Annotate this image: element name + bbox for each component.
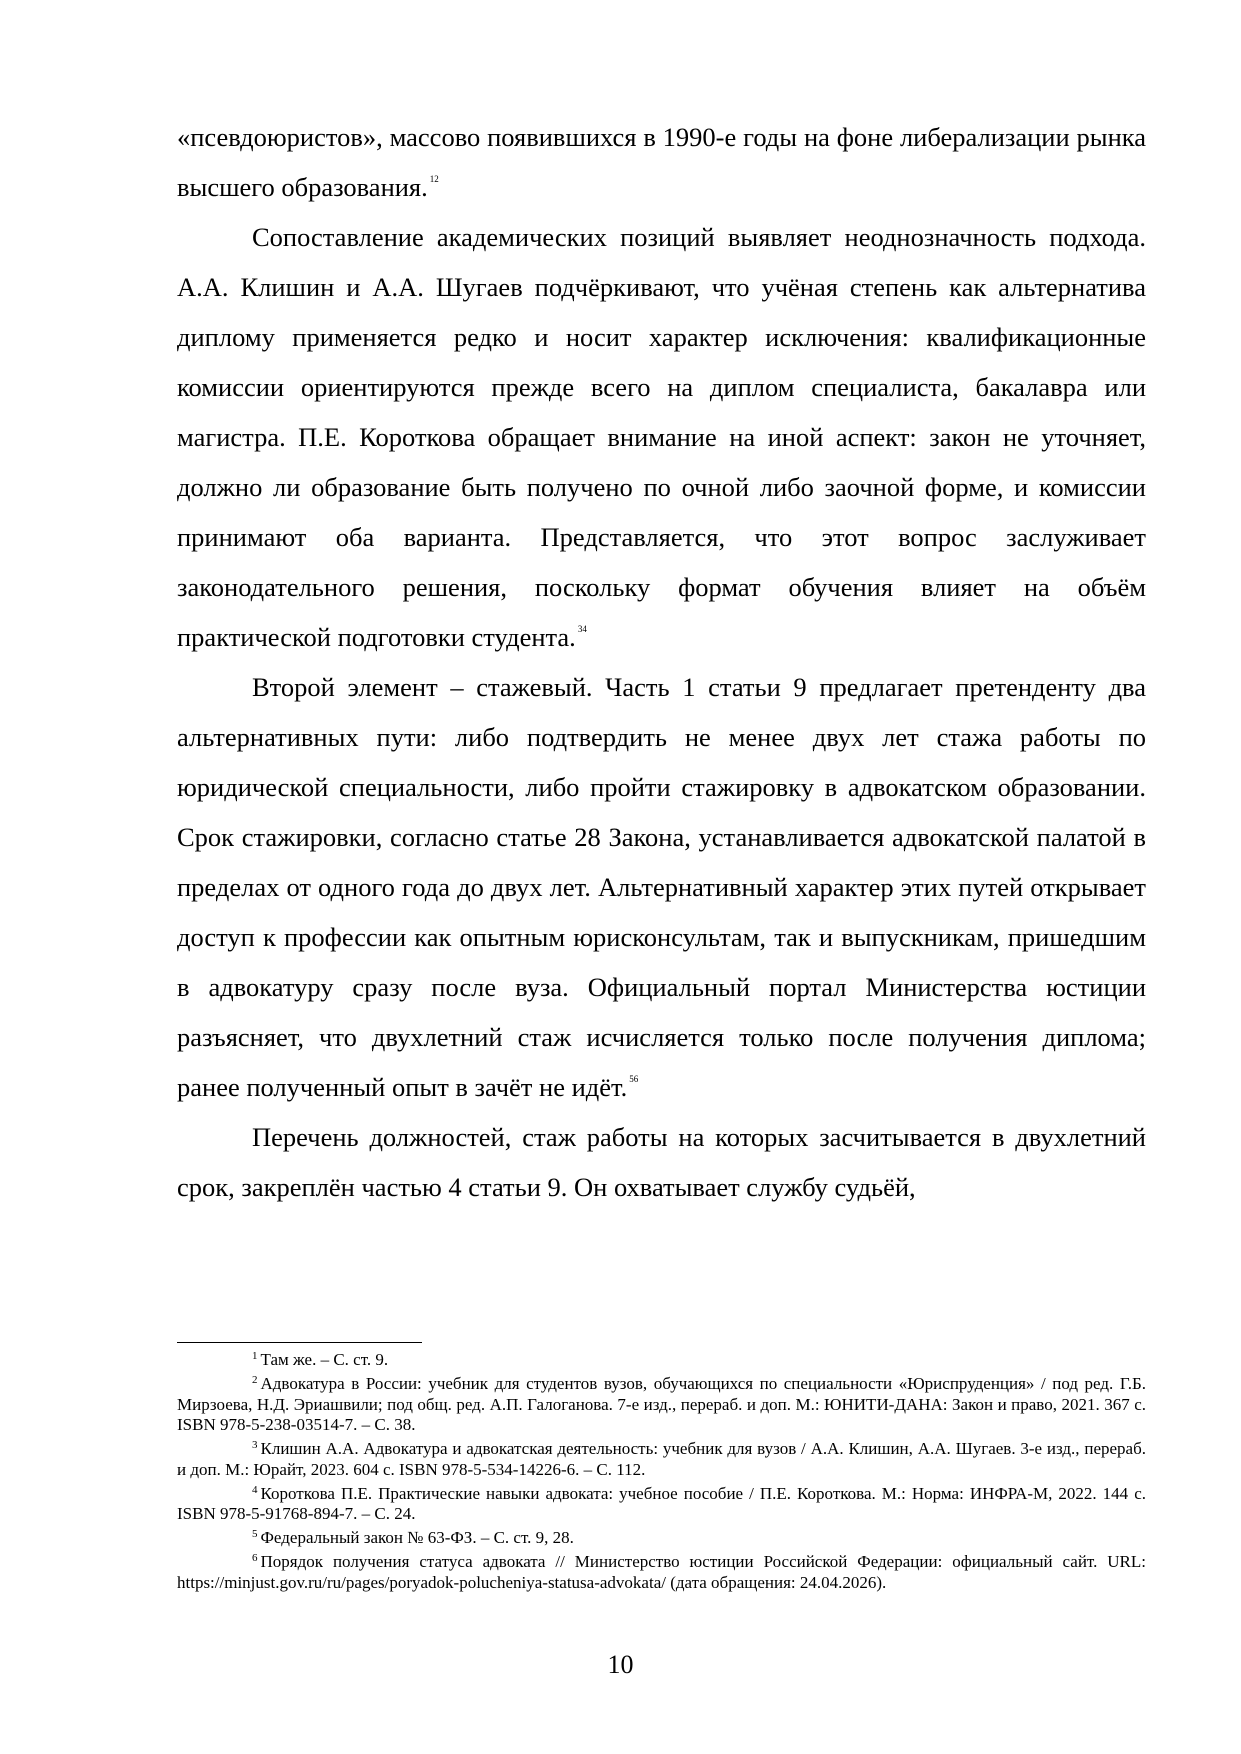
paragraph-text: Перечень должностей, стаж работы на которых засчитывается в двухлетний срок, закреплён частью 4 статьи 9. Он охватывает службу судьёй, xyxy=(177,1122,1146,1202)
footnote-number: 3 xyxy=(252,1439,258,1451)
paragraph-4 xyxy=(177,1112,1146,1212)
footnotes xyxy=(177,1350,1146,1597)
footnote-1 xyxy=(177,1350,1146,1371)
footnote-text: Адвокатура в России: учебник для студентов вузов, обучающихся по специальности «Юриспруденция» / под ред. Г.Б. Мирзоева, Н.Д. Эриашвили; под общ. ред. А.П. Галоганова. 7-е изд., перераб. и доп. М.: ЮНИТИ-ДАНА: Закон и право, 2021. 367 с. ISBN 978-5-238-03514-7. – С. 38. xyxy=(177,1374,1146,1434)
footnote-ref: 34 xyxy=(577,624,587,634)
paragraph-text: Второй элемент – стажевый. Часть 1 статьи 9 предлагает претенденту два альтернативных пути: либо подтвердить не менее двух лет стажа работы по юридической специальности, либо пройти стажировку в адвокатском образовании. Срок стажировки, согласно статье 28 Закона, устанавливается адвокатской палатой в пределах от одного года до двух лет. Альтернативный характер этих путей открывает доступ к профессии как опытным юрисконсультам, так и выпускникам, пришедшим в адвокатуру сразу после вуза. Официальный портал Министерства юстиции разъясняет, что двухлетний стаж исчисляется только после получения диплома; ранее полученный опыт в зачёт не идёт. xyxy=(177,672,1146,1102)
footnote-separator xyxy=(177,1342,422,1343)
footnote-text: Порядок получения статуса адвоката // Министерство юстиции Российской Федерации: официальный сайт. URL: https://minjust.gov.ru/ru/pages/poryadok-polucheniya-statusa-advokata/ (дата обращения: 24.04.2026). xyxy=(177,1552,1146,1592)
paragraph-1 xyxy=(177,112,1146,212)
paragraph-text: «псевдоюристов», массово появившихся в 1990-е годы на фоне либерализации рынка высшего образования. xyxy=(177,122,1146,202)
footnote-number: 4 xyxy=(252,1483,258,1496)
body-text xyxy=(177,112,1146,1212)
footnote-number: 2 xyxy=(252,1374,258,1386)
footnote-number: 1 xyxy=(252,1350,258,1362)
footnote-ref: 56 xyxy=(629,1074,639,1084)
footnote-5 xyxy=(177,1528,1146,1549)
footnote-4 xyxy=(177,1484,1146,1525)
footnote-2 xyxy=(177,1374,1146,1436)
footnote-number: 6 xyxy=(252,1552,258,1564)
page-number: 10 xyxy=(607,1650,634,1679)
footnote-3 xyxy=(177,1439,1146,1480)
footnote-6 xyxy=(177,1552,1146,1593)
footnote-text: Федеральный закон № 63-ФЗ. – С. ст. 9, 28. xyxy=(260,1528,574,1547)
paragraph-2 xyxy=(177,212,1146,662)
footnote-text: Клишин А.А. Адвокатура и адвокатская деятельность: учебник для вузов / А.А. Клишин, А.А. Шугаев. 3-е изд., перераб. и доп. М.: Юрайт, 2023. 604 с. ISBN 978-5-534-14226-6. – С. 112. xyxy=(177,1439,1146,1479)
paragraph-text: Сопоставление академических позиций выявляет неоднозначность подхода. А.А. Клишин и А.А. Шугаев подчёркивают, что учёная степень как альтернатива диплому применяется редко и носит характер исключения: квалификационные комиссии ориентируются прежде всего на диплом специалиста, бакалавра или магистра. П.Е. Короткова обращает внимание на иной аспект: закон не уточняет, должно ли образование быть получено по очной либо заочной форме, и комиссии принимают оба варианта. Представляется, что этот вопрос заслуживает законодательного решения, поскольку формат обучения влияет на объём практической подготовки студента. xyxy=(177,222,1146,652)
footnote-ref: 12 xyxy=(429,174,439,184)
footnote-text: Короткова П.Е. Практические навыки адвоката: учебное пособие / П.Е. Короткова. М.: Норма: ИНФРА-М, 2022. 144 с. ISBN 978-5-91768-894-7. – С. 24. xyxy=(177,1483,1146,1523)
paragraph-3 xyxy=(177,662,1146,1112)
footnote-text: Там же. – С. ст. 9. xyxy=(260,1350,389,1369)
footnote-number: 5 xyxy=(252,1528,258,1540)
